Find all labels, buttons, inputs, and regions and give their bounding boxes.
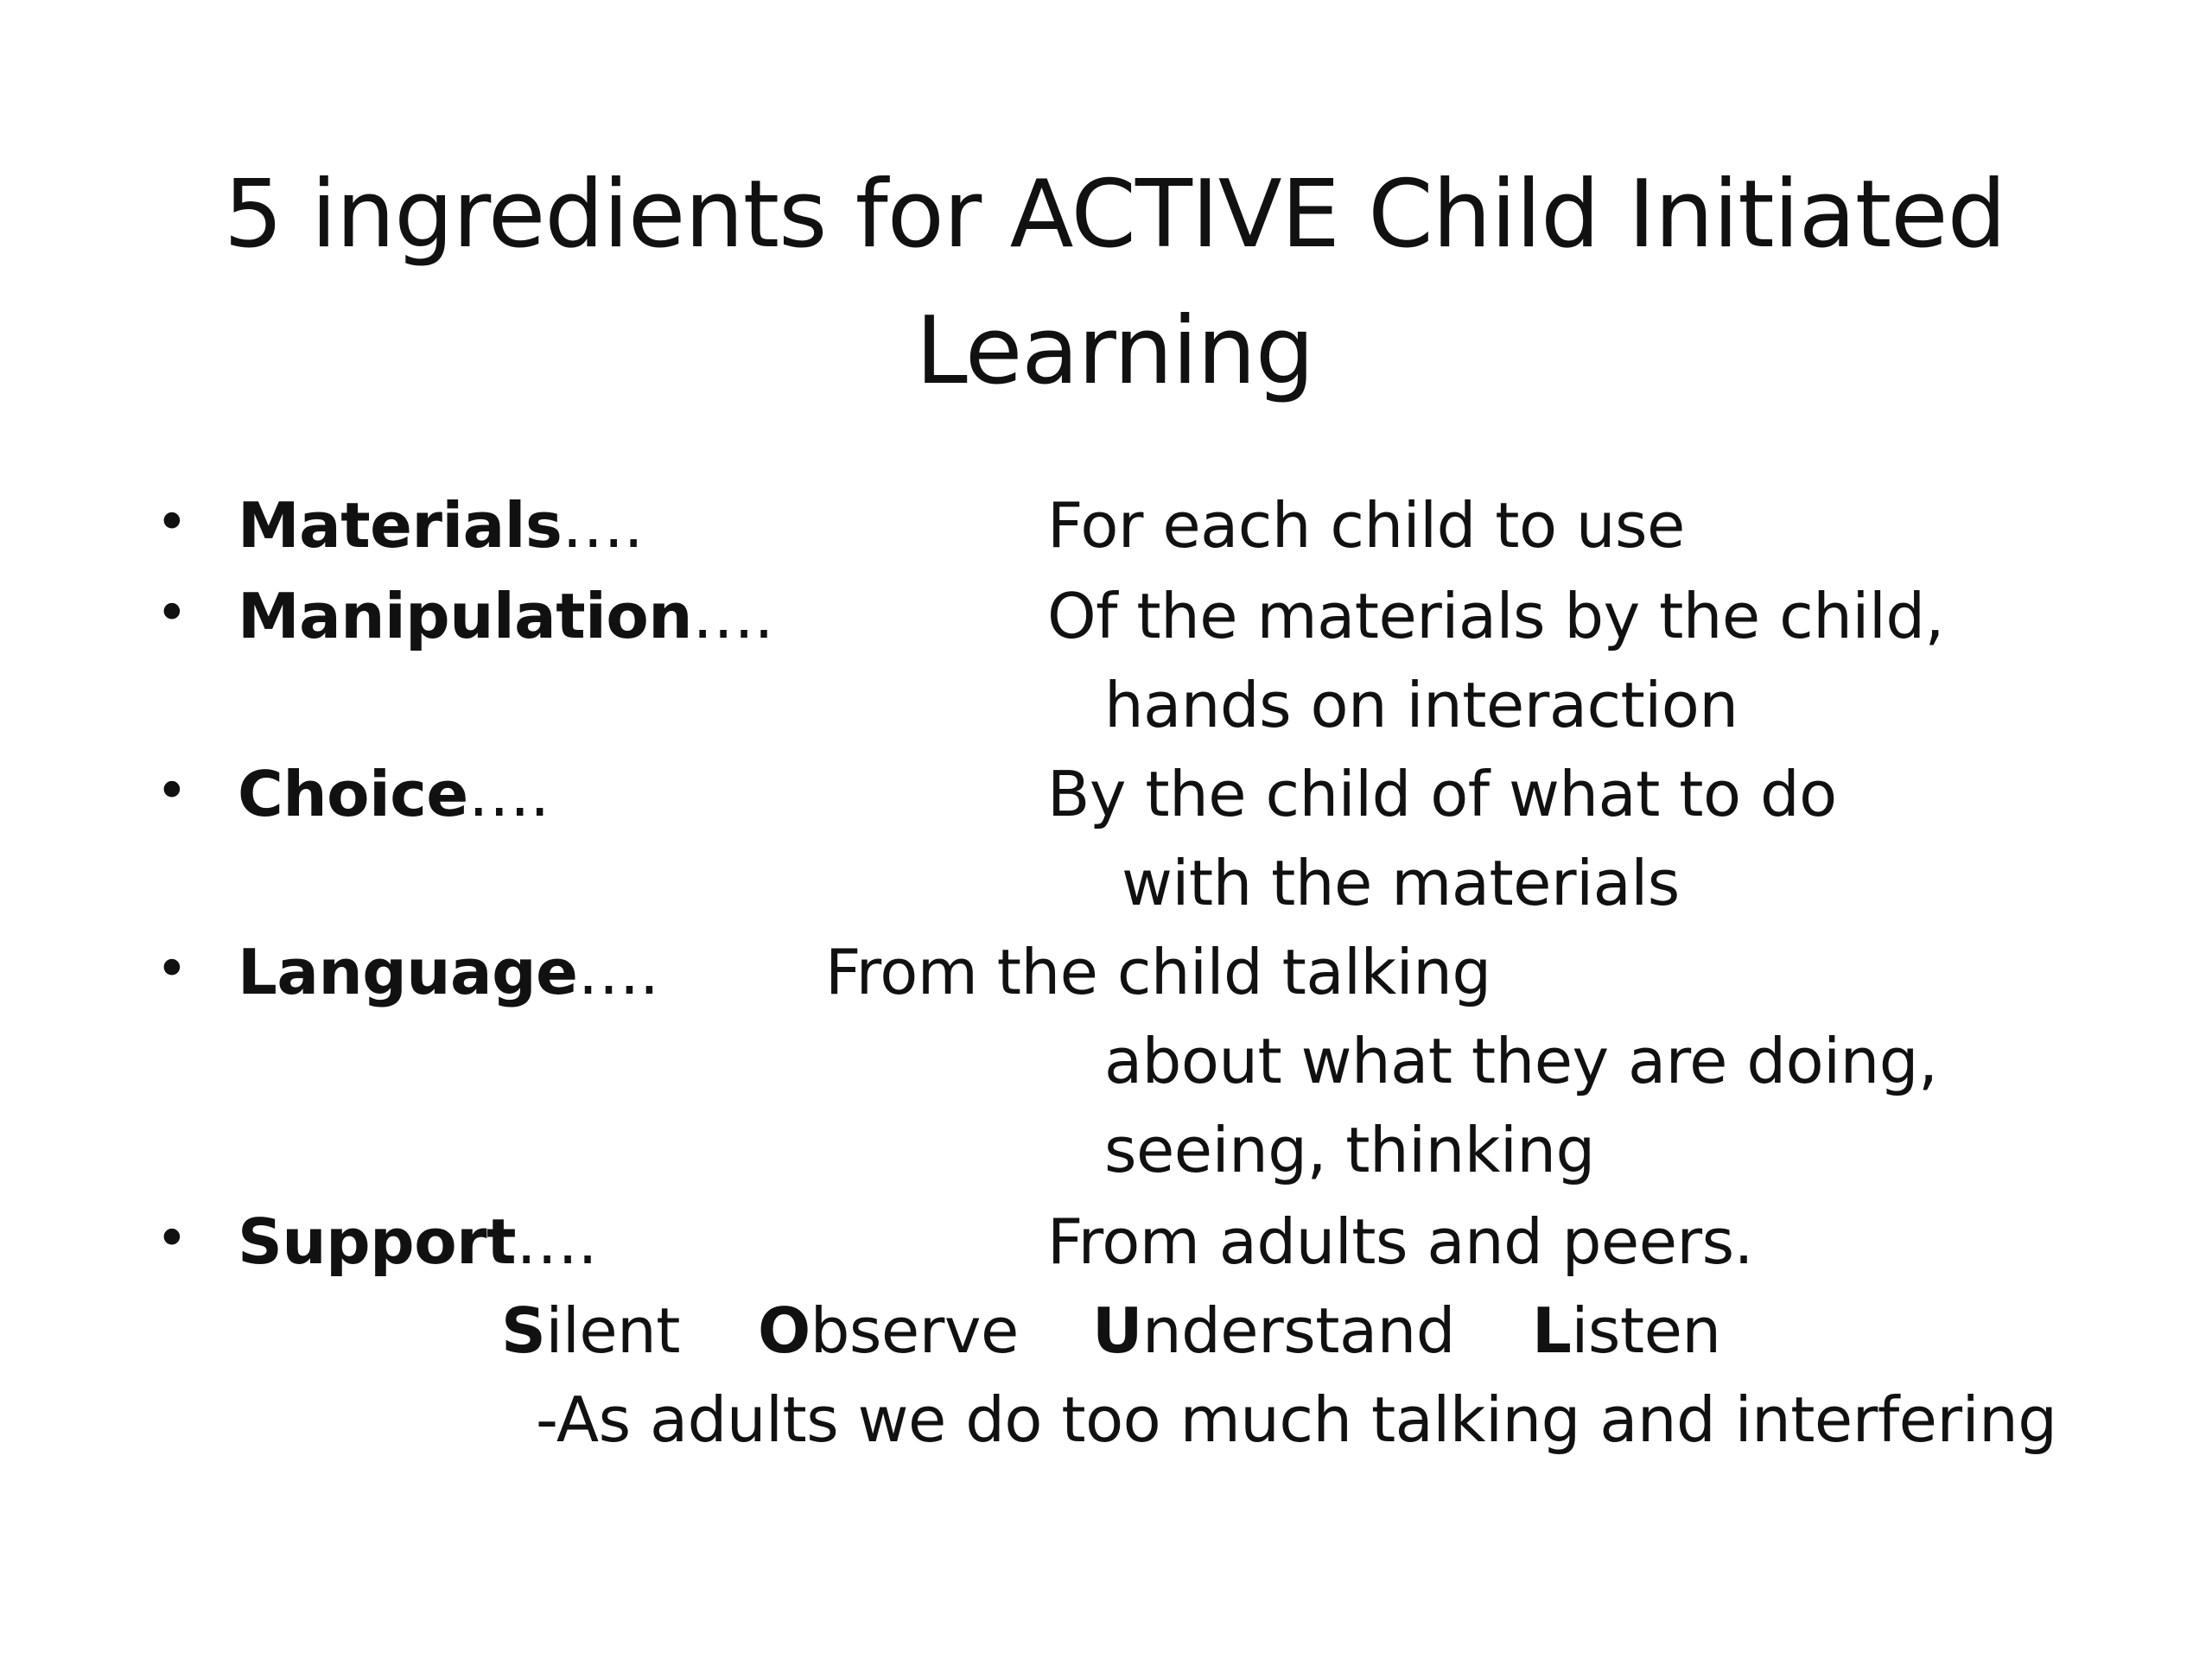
term-ellipsis: …. <box>467 758 550 830</box>
bullet-marker: • <box>156 760 188 823</box>
term-label: Language <box>238 936 578 1008</box>
description-line: For each child to use <box>1047 489 1685 562</box>
title-line-1: 5 ingredients for ACTIVE Child Initiated <box>223 161 2006 270</box>
term-language <box>238 929 658 1015</box>
description-line: hands on interaction <box>1104 669 1738 741</box>
description-line: Of the materials by the child, <box>1047 580 1944 652</box>
bullet-marker: • <box>156 1207 188 1271</box>
description-line: about what they are doing, <box>1104 1025 1938 1097</box>
acronym-initial: O <box>758 1294 810 1367</box>
closing-note: -As adults we do too much talking and interfering <box>536 1383 2057 1456</box>
description-line: with the materials <box>1122 847 1680 919</box>
acronym-word-silent <box>501 1287 680 1374</box>
title-line-2: Learning <box>915 297 1314 406</box>
bullet-marker: • <box>156 582 188 645</box>
description-line: By the child of what to do <box>1047 758 1837 830</box>
acronym-rest: isten <box>1571 1294 1721 1367</box>
acronym-rest: bserve <box>810 1294 1019 1367</box>
acronym-initial: U <box>1092 1294 1142 1367</box>
term-ellipsis: …. <box>577 936 659 1008</box>
term-materials <box>238 482 643 569</box>
acronym-word-listen <box>1532 1287 1721 1374</box>
description-line: From the child talking <box>825 936 1491 1008</box>
acronym-rest: nderstand <box>1141 1294 1455 1367</box>
term-label: Manipulation <box>238 580 693 652</box>
acronym-word-observe <box>758 1287 1019 1374</box>
slide-title <box>0 147 2212 420</box>
term-manipulation <box>238 573 773 659</box>
acronym-initial: S <box>501 1294 546 1367</box>
term-choice <box>238 751 550 837</box>
term-support <box>238 1198 597 1285</box>
acronym-initial: L <box>1532 1294 1572 1367</box>
acronym-word-understand <box>1092 1287 1455 1374</box>
bullet-marker: • <box>156 938 188 1001</box>
term-label: Choice <box>238 758 468 830</box>
term-ellipsis: …. <box>562 489 644 562</box>
description-line: From adults and peers. <box>1047 1205 1753 1278</box>
bullet-marker: • <box>156 491 188 555</box>
term-ellipsis: …. <box>692 580 773 652</box>
acronym-rest: ilent <box>545 1294 681 1367</box>
term-label: Materials <box>238 489 563 562</box>
term-label: Support <box>238 1205 517 1278</box>
description-line: seeing, thinking <box>1104 1114 1595 1186</box>
term-ellipsis: …. <box>516 1205 597 1278</box>
acronym-row <box>0 1287 2212 1374</box>
